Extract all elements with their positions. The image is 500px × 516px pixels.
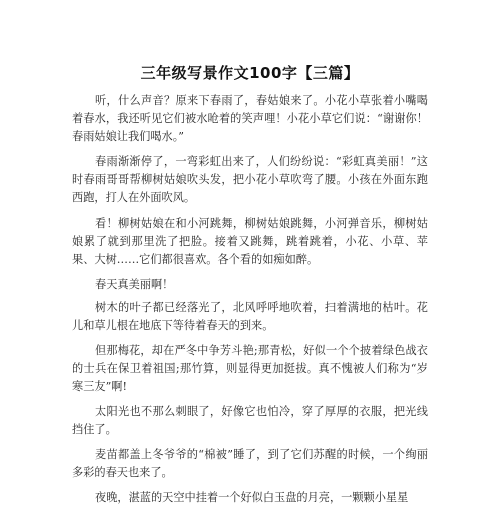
document-body <box>72 92 428 514</box>
paragraph-willow-dance: 看！柳树姑娘在和小河跳舞，柳树姑娘跳舞，小河弹音乐，柳树姑娘累了就到那里洗了把脸。接着又跳舞，跳着跳着，小花、小草、苹果、大树……它们都很喜欢。各个看的如痴如醉。 <box>72 217 428 266</box>
paragraph-wheat-seedlings: 麦苗都盖上冬爷爷的“棉被”睡了，到了它们苏醒的时候，一个绚丽多彩的春天也来了。 <box>72 448 428 479</box>
paragraph-night-sky: 夜晚，湛蓝的天空中挂着一个好似白玉盘的月亮，一颗颗小星星 <box>95 491 409 504</box>
paragraph-sunlight: 太阳光也不那么刺眼了，好像它也怕冷，穿了厚厚的衣服，把光线挡住了。 <box>72 405 428 436</box>
document-title: 三年级写景作文100字【三篇】 <box>140 64 360 82</box>
paragraph-bare-trees: 树木的叶子都已经落光了，北风呼呼地吹着，扫着满地的枯叶。花儿和草儿根在地底下等待着春天的到来。 <box>72 301 428 332</box>
paragraph-spring-rain: 听，什么声音？原来下春雨了，春姑娘来了。小花小草张着小嘴喝着春水，我还听见它们被水呛着的笑声哩！小花小草它们说：“谢谢你！春雨姑娘让我们喝水。” <box>72 94 428 143</box>
paragraph-three-friends: 但那梅花，却在严冬中争芳斗艳;那青松，好似一个个披着绿色战衣的士兵在保卫着祖国;那竹算，则显得更加挺拔。真不愧被人们称为“岁寒三友”啊! <box>72 344 428 393</box>
paragraph-rainbow: 春雨渐渐停了，一弯彩虹出来了，人们纷纷说：“彩虹真美丽！”这时春雨哥哥帮柳树姑娘吹头发，把小花小草吹弯了腰。小孩在外面东跑西跑，打人在外面吹风。 <box>72 155 428 204</box>
paragraph-spring-beautiful: 春天真美丽啊！ <box>95 278 174 291</box>
